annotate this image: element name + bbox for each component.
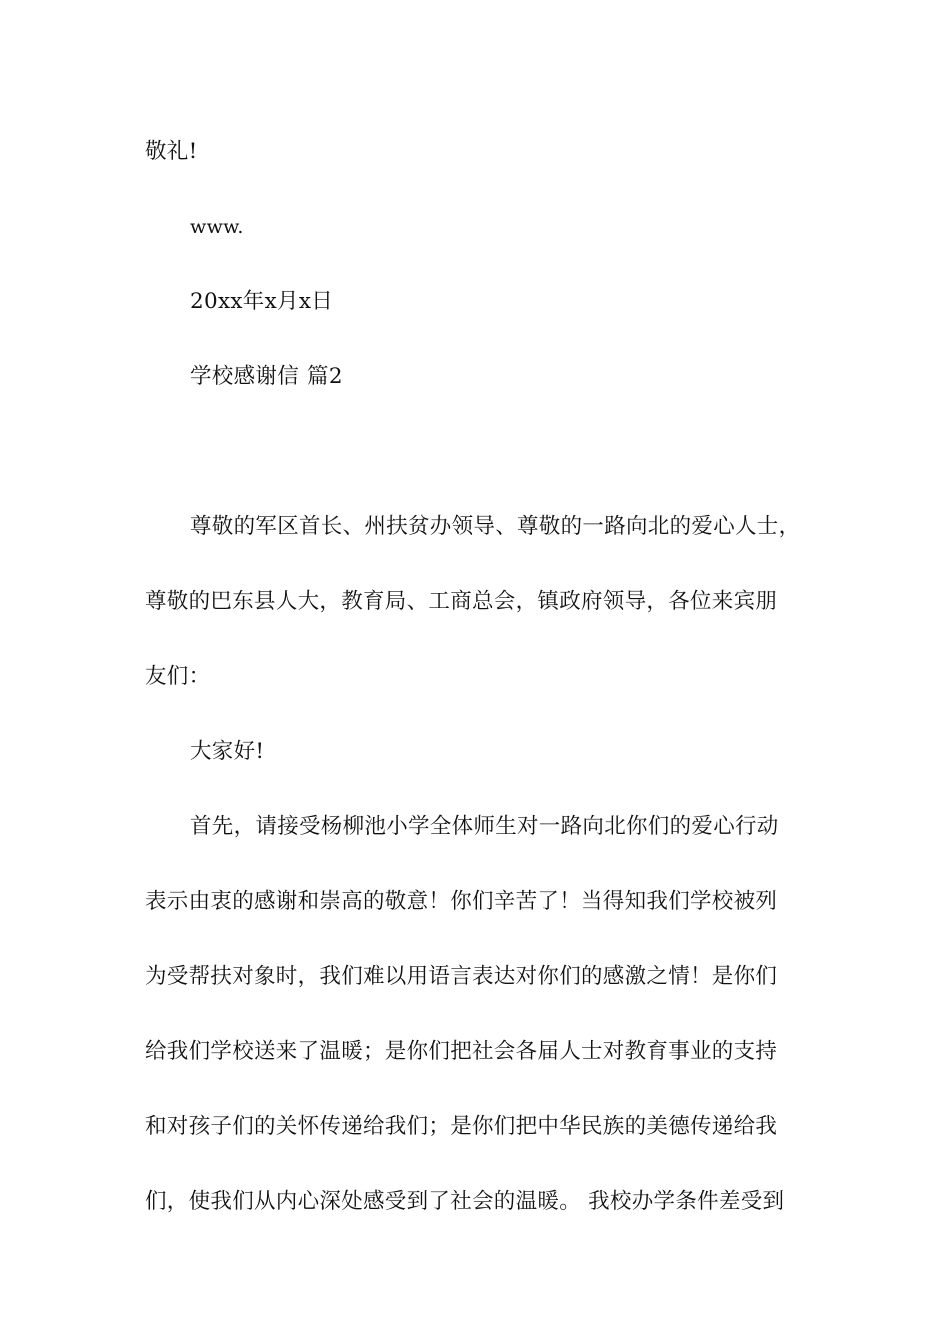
salutation-line: 尊敬的巴东县人大，教育局、工商总会，镇政府领导，各位来宾朋	[145, 589, 778, 614]
body-line: 给我们学校送来了温暖；是你们把社会各届人士对教育事业的支持	[145, 1039, 778, 1064]
body-line: 首先，请接受杨柳池小学全体师生对一路向北你们的爱心行动	[190, 814, 779, 839]
salutation-line: 友们：	[145, 664, 211, 689]
salutation-line: 尊敬的军区首长、州扶贫办领导、尊敬的一路向北的爱心人士，	[190, 514, 801, 539]
body-line: 表示由衷的感谢和崇高的敬意！你们辛苦了！当得知我们学校被列	[145, 889, 778, 914]
body-line: 为受帮扶对象时，我们难以用语言表达对你们的感激之情！是你们	[145, 964, 778, 989]
body-line: 和对孩子们的关怀传递给我们；是你们把中华民族的美德传递给我	[145, 1114, 778, 1139]
body-line: 们，使我们从内心深处感受到了社会的温暖。 我校办学条件差受到	[145, 1189, 785, 1214]
greeting-line: 大家好!	[190, 739, 265, 764]
closing-line: 敬礼!	[145, 139, 198, 164]
date-line: 20xx年x月x日	[190, 289, 334, 314]
section-number: 篇2	[307, 364, 343, 389]
section-title-text: 学校感谢信	[190, 364, 300, 389]
website-line: www.	[190, 216, 244, 238]
section-title	[190, 362, 343, 392]
